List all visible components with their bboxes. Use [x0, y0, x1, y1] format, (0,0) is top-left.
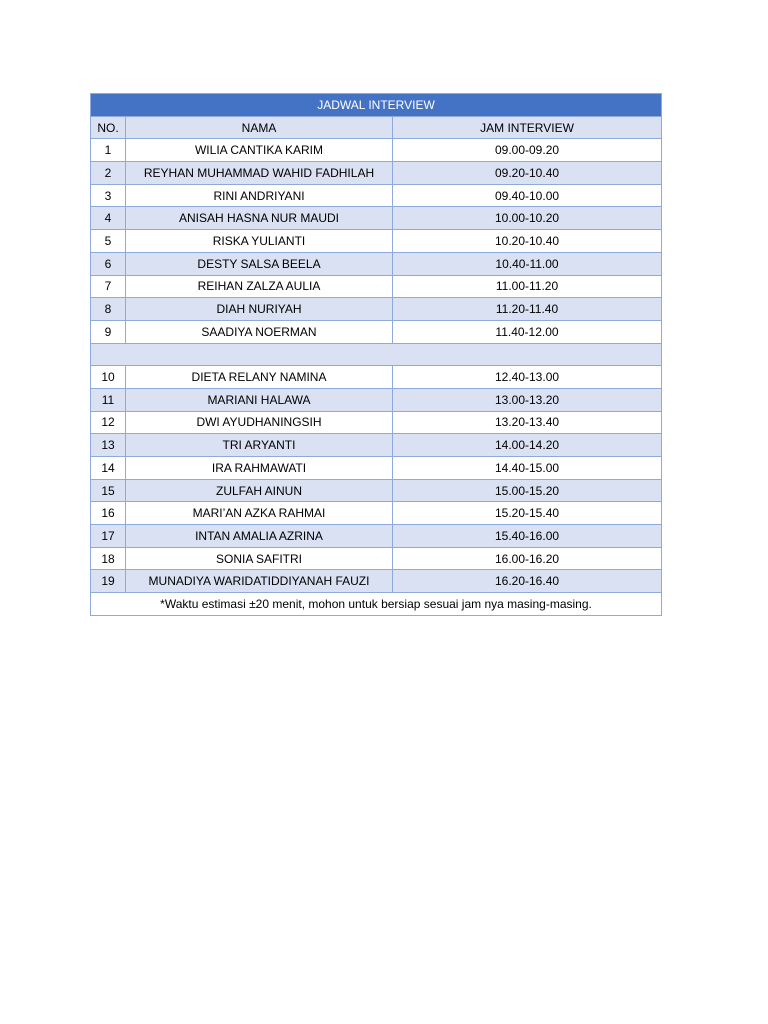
row-number: 19	[91, 570, 126, 593]
header-no: NO.	[91, 116, 126, 139]
row-time: 15.40-16.00	[393, 525, 662, 548]
break-cell	[91, 343, 662, 366]
row-number: 5	[91, 230, 126, 253]
row-name: RISKA YULIANTI	[126, 230, 393, 253]
row-name: WILIA CANTIKA KARIM	[126, 139, 393, 162]
header-row	[91, 116, 662, 139]
row-name: TRI ARYANTI	[126, 434, 393, 457]
table-row	[91, 275, 662, 298]
row-name: SAADIYA NOERMAN	[126, 320, 393, 343]
row-name: DESTY SALSA BEELA	[126, 252, 393, 275]
row-time: 12.40-13.00	[393, 366, 662, 389]
table-row	[91, 184, 662, 207]
table-row	[91, 502, 662, 525]
row-number: 12	[91, 411, 126, 434]
table-row	[91, 298, 662, 321]
table-row	[91, 570, 662, 593]
header-time: JAM INTERVIEW	[393, 116, 662, 139]
row-time: 09.00-09.20	[393, 139, 662, 162]
row-number: 8	[91, 298, 126, 321]
row-number: 4	[91, 207, 126, 230]
row-number: 10	[91, 366, 126, 389]
table-row	[91, 366, 662, 389]
table-row	[91, 525, 662, 548]
row-time: 10.40-11.00	[393, 252, 662, 275]
table-row	[91, 411, 662, 434]
row-name: SONIA SAFITRI	[126, 547, 393, 570]
row-time: 13.00-13.20	[393, 388, 662, 411]
table-row	[91, 479, 662, 502]
table-row	[91, 207, 662, 230]
row-time: 10.20-10.40	[393, 230, 662, 253]
row-name: MARI’AN AZKA RAHMAI	[126, 502, 393, 525]
row-number: 13	[91, 434, 126, 457]
break-section	[91, 343, 662, 366]
row-time: 11.40-12.00	[393, 320, 662, 343]
table-row	[91, 547, 662, 570]
row-number: 16	[91, 502, 126, 525]
row-name: ZULFAH AINUN	[126, 479, 393, 502]
row-time: 14.00-14.20	[393, 434, 662, 457]
row-time: 15.20-15.40	[393, 502, 662, 525]
table-row	[91, 457, 662, 480]
schedule-sheet	[90, 93, 661, 616]
table-row	[91, 388, 662, 411]
row-number: 3	[91, 184, 126, 207]
row-name: REIHAN ZALZA AULIA	[126, 275, 393, 298]
table-title: JADWAL INTERVIEW	[91, 94, 662, 117]
row-number: 6	[91, 252, 126, 275]
row-name: DWI AYUDHANINGSIH	[126, 411, 393, 434]
row-name: INTAN AMALIA AZRINA	[126, 525, 393, 548]
row-number: 11	[91, 388, 126, 411]
row-name: ANISAH HASNA NUR MAUDI	[126, 207, 393, 230]
footnote: *Waktu estimasi ±20 menit, mohon untuk bersiap sesuai jam nya masing-masing.	[91, 593, 662, 616]
interview-schedule-table	[90, 93, 662, 616]
title-row	[91, 94, 662, 117]
row-time: 11.00-11.20	[393, 275, 662, 298]
row-number: 17	[91, 525, 126, 548]
row-number: 18	[91, 547, 126, 570]
row-time: 16.00-16.20	[393, 547, 662, 570]
table-row	[91, 320, 662, 343]
row-time: 15.00-15.20	[393, 479, 662, 502]
row-name: MUNADIYA WARIDATIDDIYANAH FAUZI	[126, 570, 393, 593]
morning-rows	[91, 139, 662, 343]
row-time: 13.20-13.40	[393, 411, 662, 434]
row-time: 16.20-16.40	[393, 570, 662, 593]
row-number: 1	[91, 139, 126, 162]
table-row	[91, 162, 662, 185]
table-row	[91, 139, 662, 162]
break-row	[91, 343, 662, 366]
header-name: NAMA	[126, 116, 393, 139]
row-name: MARIANI HALAWA	[126, 388, 393, 411]
row-number: 15	[91, 479, 126, 502]
row-number: 7	[91, 275, 126, 298]
row-time: 09.40-10.00	[393, 184, 662, 207]
row-time: 09.20-10.40	[393, 162, 662, 185]
row-time: 10.00-10.20	[393, 207, 662, 230]
row-name: IRA RAHMAWATI	[126, 457, 393, 480]
row-number: 14	[91, 457, 126, 480]
table-row	[91, 252, 662, 275]
row-number: 9	[91, 320, 126, 343]
row-name: RINI ANDRIYANI	[126, 184, 393, 207]
afternoon-rows	[91, 366, 662, 593]
row-name: DIAH NURIYAH	[126, 298, 393, 321]
row-name: DIETA RELANY NAMINA	[126, 366, 393, 389]
row-number: 2	[91, 162, 126, 185]
table-row	[91, 230, 662, 253]
row-time: 14.40-15.00	[393, 457, 662, 480]
row-name: REYHAN MUHAMMAD WAHID FADHILAH	[126, 162, 393, 185]
table-row	[91, 434, 662, 457]
row-time: 11.20-11.40	[393, 298, 662, 321]
note-row	[91, 593, 662, 616]
